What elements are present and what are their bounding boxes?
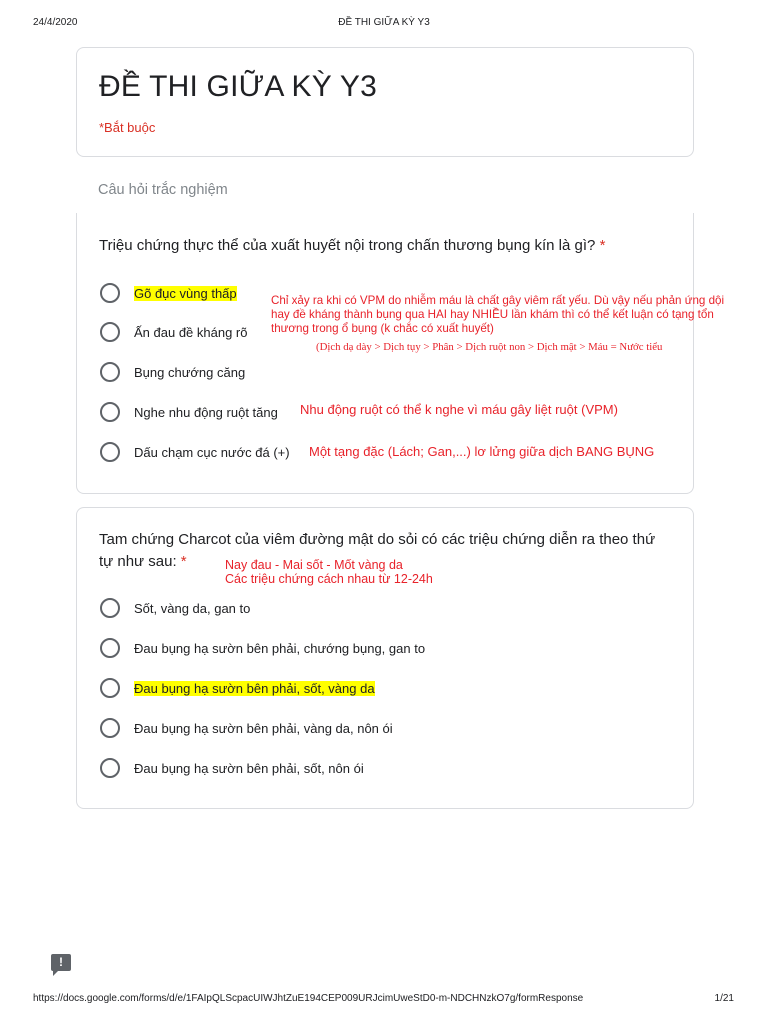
radio-button[interactable] (100, 598, 120, 618)
form-header-card (76, 47, 694, 157)
annotation-note-4: Một tạng đặc (Lách; Gan,...) lơ lửng giữa dịch BANG BỤNG (309, 444, 655, 459)
radio-button[interactable] (100, 402, 120, 422)
option-label: Ấn đau đề kháng rõ (134, 325, 248, 340)
required-asterisk: * (599, 237, 606, 254)
annotation-note-2: (Dịch dạ dày > Dịch tụy > Phân > Dịch ruột non > Dịch mật > Máu = Nước tiểu (316, 341, 663, 353)
option-label: Gõ đục vùng thấp (134, 286, 237, 301)
annotation-line: Nay đau - Mai sốt - Mốt vàng da (225, 558, 403, 572)
required-asterisk: * (180, 553, 187, 570)
option-label: Sốt, vàng da, gan to (134, 601, 251, 616)
radio-button[interactable] (100, 678, 120, 698)
option-label: Đau bụng hạ sườn bên phải, chướng bụng, gan to (134, 641, 426, 656)
annotation-line: hay đề kháng thành bụng qua HAI hay NHIỀU lần khám thì có thể kết luận có tạng tổn (271, 308, 714, 321)
feedback-icon[interactable]: ! (51, 954, 71, 971)
question-2-text: Tam chứng Charcot của viêm đường mật do sỏi có các triệu chứng diễn ra theo thứ tự như sau: (99, 531, 656, 570)
radio-button[interactable] (100, 758, 120, 778)
annotation-line: Chỉ xảy ra khi có VPM do nhiễm máu là chất gây viêm rất yếu. Dù vậy nếu phản ứng dội (271, 294, 725, 307)
option-label: Nghe nhu động ruột tăng (134, 405, 278, 420)
annotation-note-5 (225, 559, 433, 586)
question-1-text: Triệu chứng thực thể của xuất huyết nội trong chấn thương bụng kín là gì? (99, 237, 596, 254)
option-label: Dấu chạm cục nước đá (+) (134, 445, 290, 460)
annotation-line: Các triệu chứng cách nhau từ 12-24h (225, 571, 433, 586)
print-url: https://docs.google.com/forms/d/e/1FAIpQLScpacUIWJhtZuE194CEP009URJcimUweStD0-m-NDCHNzkO7g/formResponse (33, 993, 584, 1004)
radio-button[interactable] (100, 362, 120, 382)
option-label: Bụng chướng căng (134, 365, 246, 380)
form-title: ĐỀ THI GIỮA KỲ Y3 (99, 70, 378, 103)
radio-button[interactable] (100, 283, 120, 303)
option-label: Đau bụng hạ sườn bên phải, sốt, vàng da (134, 681, 375, 696)
question-text (99, 235, 669, 257)
option-label: Đau bụng hạ sườn bên phải, sốt, nôn ói (134, 761, 364, 776)
radio-button[interactable] (100, 638, 120, 658)
annotation-line: thương trong ổ bụng (k chắc có xuất huyết) (271, 322, 494, 335)
annotation-note-3: Nhu động ruột có thể k nghe vì máu gây liệt ruột (VPM) (300, 402, 618, 417)
radio-button[interactable] (100, 442, 120, 462)
radio-button[interactable] (100, 718, 120, 738)
section-label: Câu hỏi trắc nghiệm (98, 182, 228, 198)
print-title: ĐỀ THI GIỮA KỲ Y3 (338, 17, 430, 28)
required-note: *Bắt buộc (99, 120, 156, 135)
radio-button[interactable] (100, 322, 120, 342)
option-label: Đau bụng hạ sườn bên phải, vàng da, nôn ói (134, 721, 393, 736)
question-card-2 (76, 507, 694, 809)
page-number: 1/21 (714, 993, 734, 1004)
annotation-note-1 (271, 294, 724, 336)
print-date: 24/4/2020 (33, 17, 78, 28)
